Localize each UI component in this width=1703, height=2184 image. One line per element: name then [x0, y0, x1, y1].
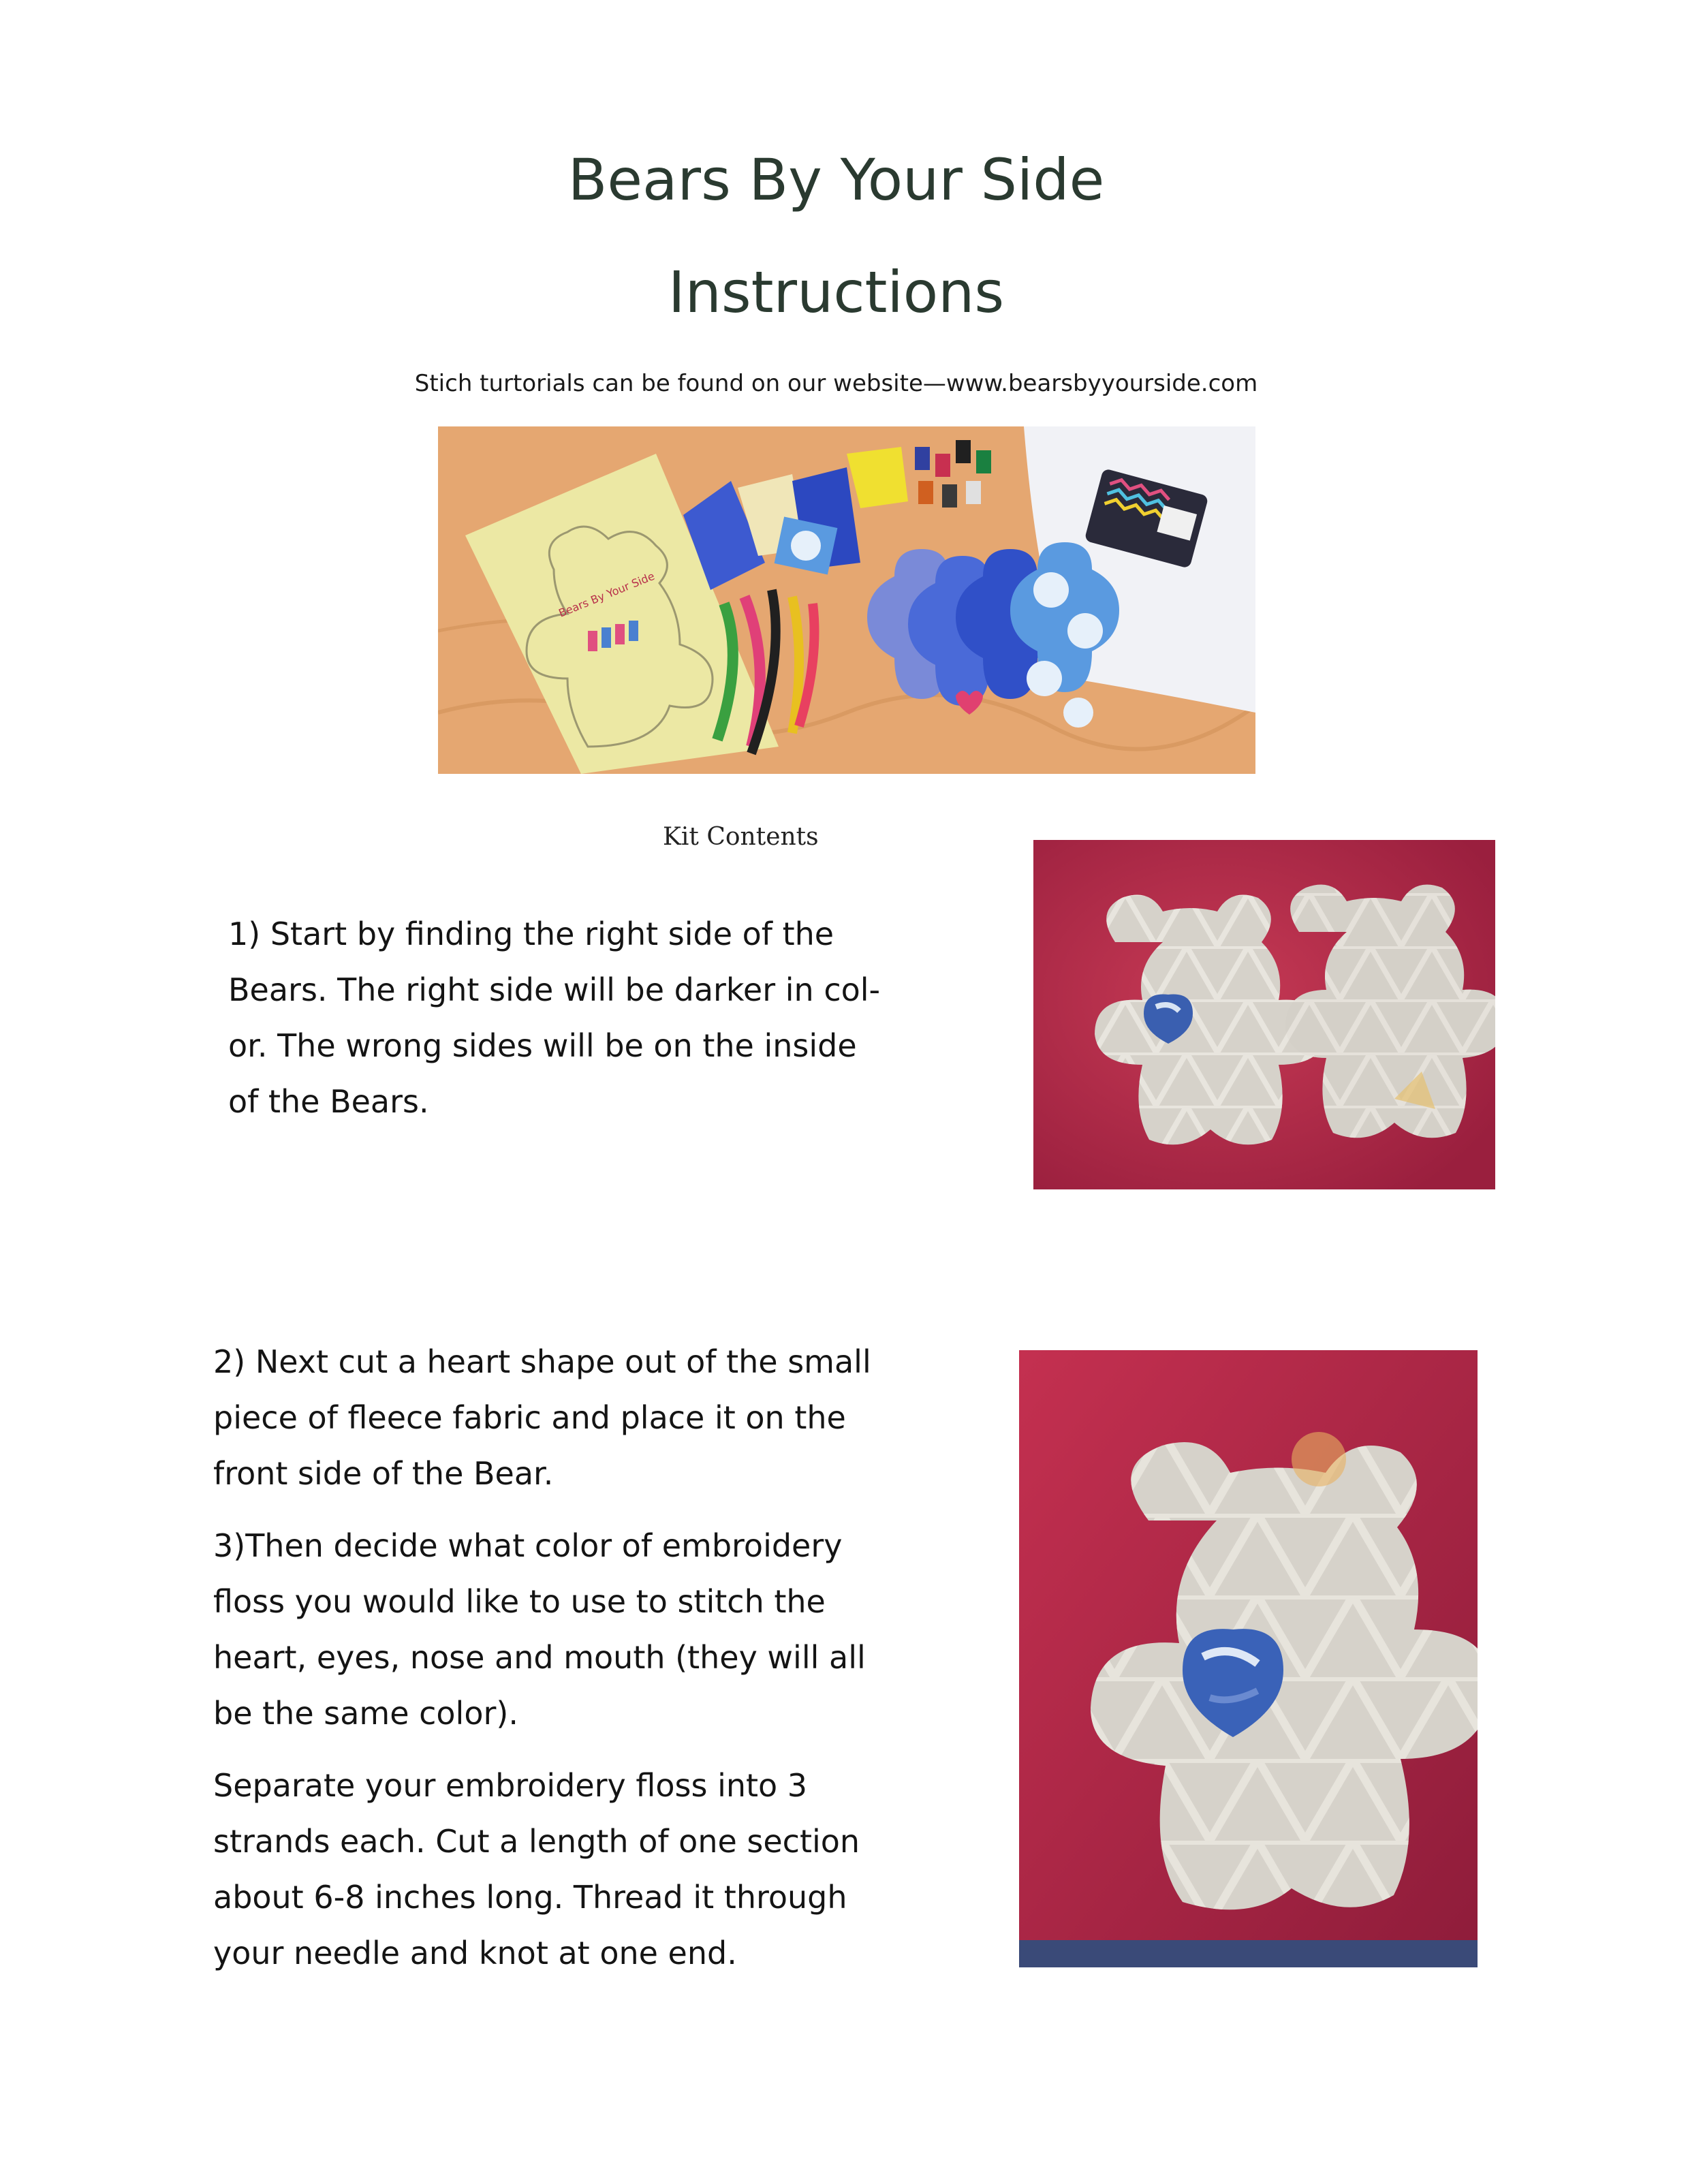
photo-blue-edge: [1019, 1940, 1478, 1967]
kit-contents-photo: [438, 426, 1255, 774]
step-3-line-4: be the same color).: [213, 1695, 518, 1732]
page-title: Bears By Your Side: [567, 146, 1105, 213]
step-2-line-3: front side of the Bear.: [213, 1455, 554, 1492]
step-4-line-4: your needle and knot at one end.: [213, 1935, 737, 1971]
step-1-line-3: or. The wrong sides will be on the inside: [228, 1027, 857, 1064]
step-1-line-2: Bears. The right side will be darker in col-: [228, 971, 881, 1008]
step-4-line-1: Separate your embroidery floss into 3: [213, 1767, 808, 1804]
two-bears-photo: [1033, 840, 1495, 1189]
step-3-line-1: 3)Then decide what color of embroidery: [213, 1527, 843, 1564]
step-3-line-3: heart, eyes, nose and mouth (they will all: [213, 1639, 866, 1676]
step-1-line-4: of the Bears.: [228, 1083, 429, 1120]
step-4-line-2: strands each. Cut a length of one section: [213, 1823, 860, 1860]
page-subtitle: Instructions: [668, 259, 1005, 326]
step-1-text: [228, 906, 916, 1129]
website-note: Stich turtorials can be found on our website—www.bearsbyyourside.com: [414, 370, 1258, 397]
step-2-text: [213, 1334, 935, 1981]
step-4-line-3: about 6-8 inches long. Thread it through: [213, 1879, 847, 1916]
kit-contents-caption: Kit Contents: [663, 823, 819, 851]
step-2-line-1: 2) Next cut a heart shape out of the small: [213, 1343, 871, 1380]
step-3-line-2: floss you would like to use to stitch the: [213, 1583, 826, 1620]
kit-card-title: Bears By Your Side: [557, 569, 657, 620]
step-2-line-2: piece of fleece fabric and place it on the: [213, 1399, 846, 1436]
bear-with-heart-photo: [1019, 1350, 1478, 1967]
step-1-line-1: 1) Start by finding the right side of the: [228, 916, 834, 952]
